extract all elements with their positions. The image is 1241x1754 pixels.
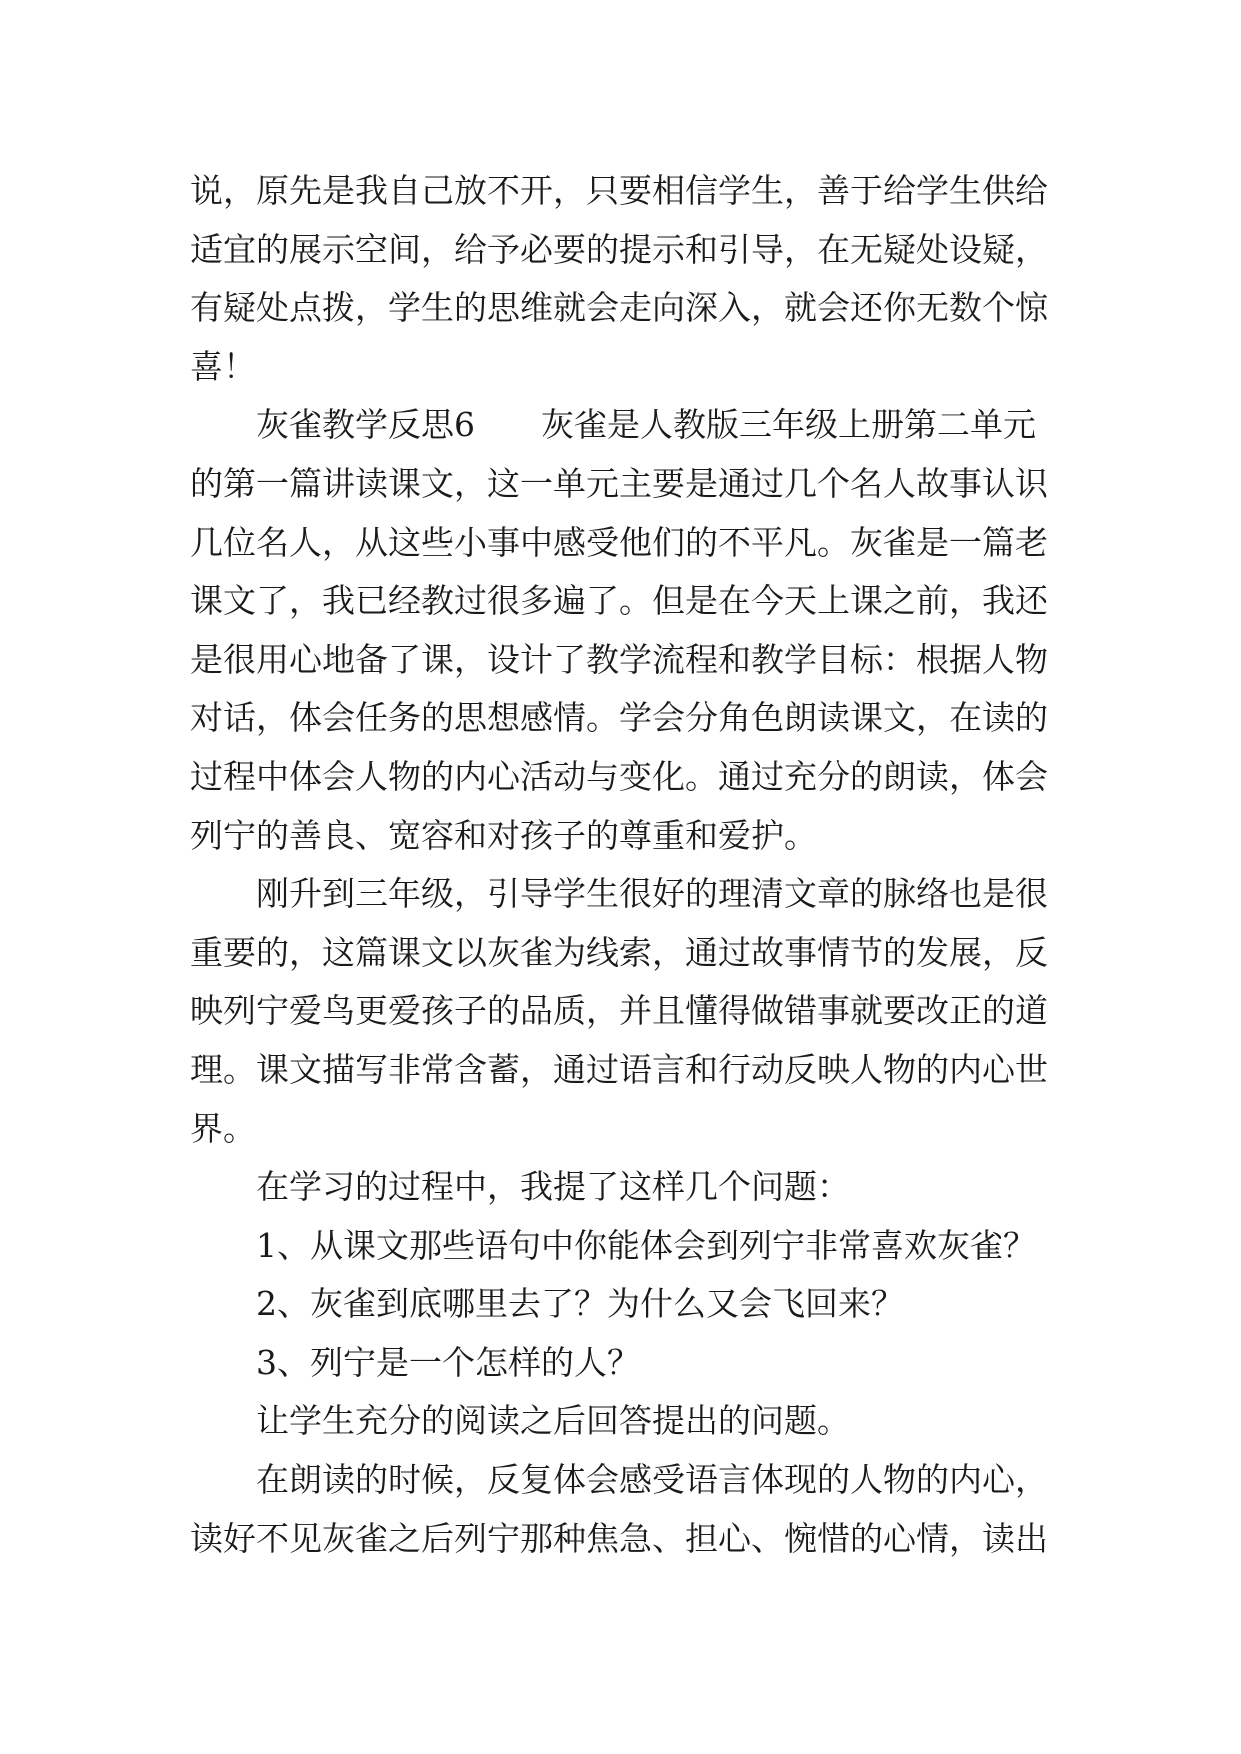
text-line: 1、从课文那些语句中你能体会到列宁非常喜欢灰雀？ — [190, 1225, 1036, 1265]
text-line: 刚升到三年级，引导学生很好的理清文章的脉络也是很 — [190, 874, 1048, 914]
text-line: 喜！ — [190, 346, 256, 386]
text-line: 让学生充分的阅读之后回答提出的问题。 — [190, 1401, 850, 1441]
text-line: 界。 — [190, 1108, 256, 1148]
text-line: 是很用心地备了课，设计了教学流程和教学目标：根据人物 — [190, 639, 1048, 679]
text-line: 过程中体会人物的内心活动与变化。通过充分的朗读，体会 — [190, 756, 1048, 796]
document-body — [190, 162, 1070, 1568]
text-line: 列宁的善良、宽容和对孩子的尊重和爱护。 — [190, 815, 817, 855]
text-line: 几位名人，从这些小事中感受他们的不平凡。灰雀是一篇老 — [190, 522, 1048, 562]
text-line: 映列宁爱鸟更爱孩子的品质，并且懂得做错事就要改正的道 — [190, 991, 1048, 1031]
text-line: 对话，体会任务的思想感情。学会分角色朗读课文，在读的 — [190, 698, 1048, 738]
text-line: 适宜的展示空间，给予必要的提示和引导，在无疑处设疑， — [190, 229, 1048, 269]
text-line: 理。课文描写非常含蓄，通过语言和行动反映人物的内心世 — [190, 1049, 1048, 1089]
text-line: 有疑处点拨，学生的思维就会走向深入，就会还你无数个惊 — [190, 288, 1048, 328]
text-line: 的第一篇讲读课文，这一单元主要是通过几个名人故事认识 — [190, 463, 1048, 503]
text-line: 在学习的过程中，我提了这样几个问题： — [190, 1167, 850, 1207]
text-line: 读好不见灰雀之后列宁那种焦急、担心、惋惜的心情，读出 — [190, 1518, 1048, 1558]
text-line: 重要的，这篇课文以灰雀为线索，通过故事情节的发展，反 — [190, 932, 1048, 972]
text-line: 说，原先是我自己放不开，只要相信学生，善于给学生供给 — [190, 171, 1048, 210]
text-line: 2、灰雀到底哪里去了？为什么又会飞回来？ — [190, 1284, 904, 1324]
text-line: 课文了，我已经教过很多遍了。但是在今天上课之前，我还 — [190, 581, 1048, 621]
text-line: 灰雀教学反思6 灰雀是人教版三年级上册第二单元 — [190, 405, 1036, 445]
text-line: 在朗读的时候，反复体会感受语言体现的人物的内心， — [190, 1460, 1048, 1500]
text-line: 3、列宁是一个怎样的人？ — [190, 1342, 640, 1382]
